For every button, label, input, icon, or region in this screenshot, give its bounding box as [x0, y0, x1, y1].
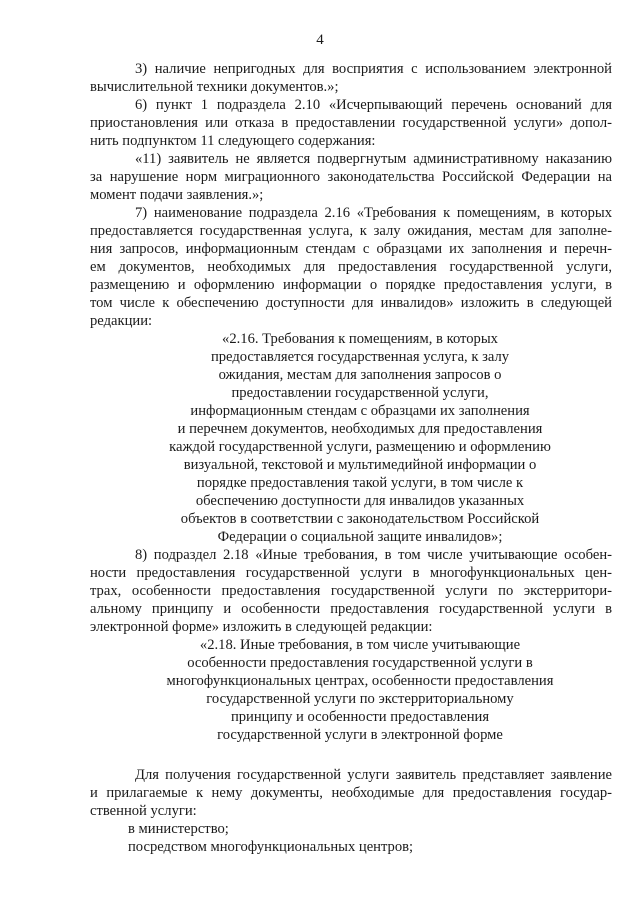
text-line: размещению и оформлению информации о порядке предоставления услуги, в: [90, 277, 612, 293]
centered-line: порядке предоставления такой услуги, в том числе к: [196, 475, 524, 491]
centered-line: государственной услуги по экстерриториальному: [206, 691, 514, 707]
text-line: момент подачи заявления.»;: [90, 187, 264, 203]
centered-line: принципу и особенности предоставления: [230, 709, 490, 725]
text-line: «11) заявитель не является подвергнутым административному наказанию: [135, 151, 612, 167]
text-line: за нарушение норм миграционного законодательства Российской Федерации на: [90, 169, 612, 185]
text-line: посредством многофункциональных центров;: [128, 839, 414, 855]
text-line: 3) наличие непригодных для восприятия с использованием электронной: [135, 61, 612, 77]
text-line: Для получения государственной услуги заявитель представляет заявление: [135, 767, 612, 783]
centered-line: предоставлении государственной услуги,: [231, 385, 489, 401]
centered-line: визуальной, текстовой и мультимедийной информации о: [183, 457, 537, 473]
text-line: ния запросов, информационным стендам с образцами их заполнения и перечн-: [90, 241, 612, 257]
text-line: и прилагаемые к нему документы, необходимые для предоставления государ-: [90, 785, 612, 801]
centered-line: обеспечению доступности для инвалидов указанных: [195, 493, 525, 509]
text-line: электронной форме» изложить в следующей редакции:: [90, 619, 433, 635]
text-line: ности предоставления государственной услуги в многофункциональных цен-: [90, 565, 612, 581]
centered-line: «2.16. Требования к помещениям, в которых: [222, 331, 498, 347]
text-line: предоставляется государственная услуга, к залу ожидания, местам для заполне-: [90, 223, 612, 239]
centered-line: особенности предоставления государственной услуги в: [187, 655, 533, 671]
text-line: нить подпунктом 11 следующего содержания:: [90, 133, 376, 149]
centered-line: Федерации о социальной защите инвалидов»;: [217, 529, 503, 545]
text-line: ственной услуги:: [90, 803, 197, 819]
text-line: альному принципу и особенности предоставления государственной услуги в: [90, 601, 612, 617]
centered-line: многофункциональных центрах, особенности предоставления: [166, 673, 554, 689]
centered-line: каждой государственной услуги, размещению и оформлению: [169, 439, 551, 455]
text-line: 8) подраздел 2.18 «Иные требования, в том числе учитывающие особен-: [135, 547, 612, 563]
text-line: редакции:: [90, 313, 153, 329]
text-line: 6) пункт 1 подраздела 2.10 «Исчерпывающий перечень оснований для: [135, 97, 612, 113]
text-line: трах, особенности предоставления государственной услуги по экстерритори-: [90, 583, 612, 599]
text-line: том числе к обеспечению доступности для инвалидов» изложить в следующей: [90, 295, 612, 311]
text-line: в министерство;: [128, 821, 229, 837]
text-line: вычислительной техники документов.»;: [90, 79, 339, 95]
centered-line: ожидания, местам для заполнения запросов о: [218, 367, 502, 383]
centered-line: «2.18. Иные требования, в том числе учитывающие: [199, 637, 521, 653]
text-line: ем документов, необходимых для предоставления государственной услуги,: [90, 259, 612, 275]
centered-line: государственной услуги в электронной форме: [217, 727, 503, 743]
text-line: 7) наименование подраздела 2.16 «Требования к помещениям, в которых: [135, 205, 612, 221]
centered-line: и перечнем документов, необходимых для предоставления: [177, 421, 543, 437]
centered-line: предоставляется государственная услуга, к залу: [210, 349, 510, 365]
centered-line: объектов в соответствии с законодательством Российской: [180, 511, 540, 527]
text-line: приостановления или отказа в предоставлении государственной услуги» допол-: [90, 115, 612, 131]
centered-line: информационным стендам с образцами их заполнения: [190, 403, 530, 419]
page-number: 4: [316, 32, 324, 48]
